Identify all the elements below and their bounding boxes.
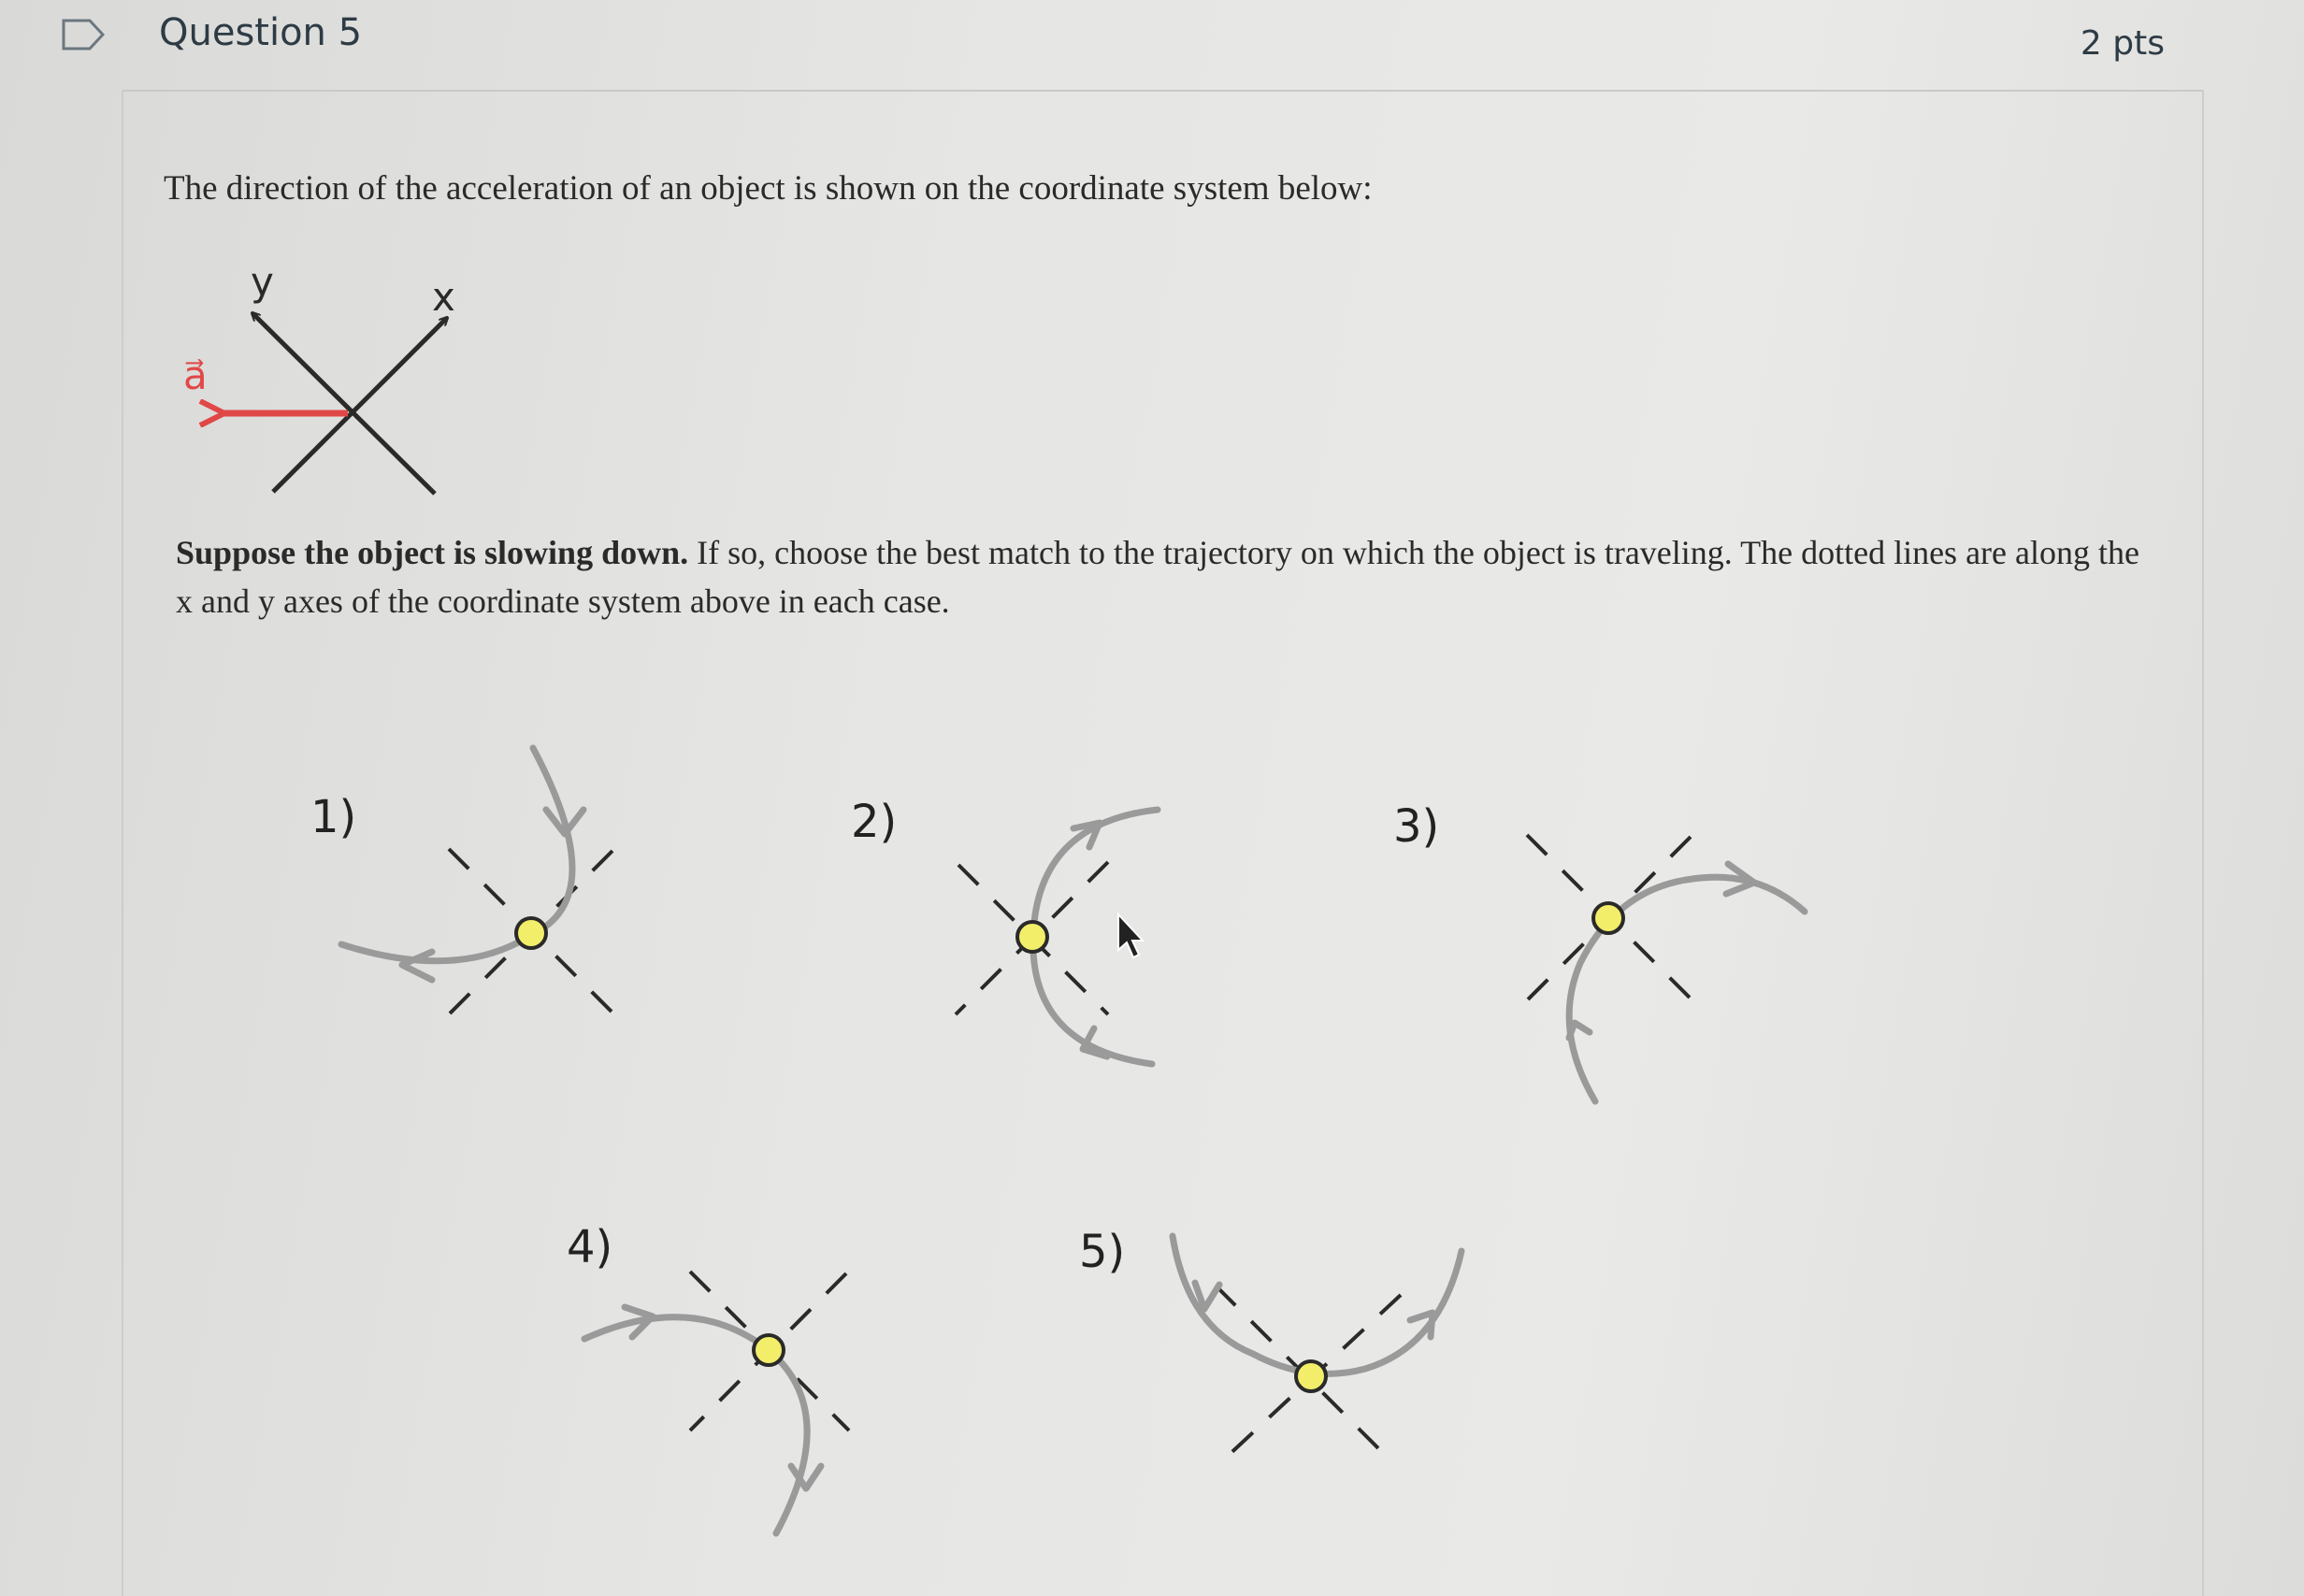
y-axis-label: y <box>251 259 274 305</box>
option-4-diagram[interactable] <box>584 1272 849 1533</box>
emphasis-text: Suppose the object is slowing down. <box>176 534 689 571</box>
option-5-trajectory <box>1173 1236 1462 1373</box>
question-intro-text: The direction of the acceleration of an object is shown on the coordinate system below: <box>164 169 1373 208</box>
option-1-label[interactable]: 1) <box>310 791 357 843</box>
option-4-object-dot <box>754 1335 784 1365</box>
option-5-object-dot <box>1296 1361 1326 1391</box>
option-2-diagram[interactable] <box>956 810 1158 1064</box>
option-2-label[interactable]: 2) <box>851 796 898 848</box>
question-title: Question 5 <box>159 11 363 54</box>
acceleration-label: a⃗ <box>183 352 208 398</box>
option-3-diagram[interactable] <box>1522 835 1805 1101</box>
question-points: 2 pts <box>2080 24 2165 63</box>
option-5-label[interactable]: 5) <box>1079 1226 1126 1278</box>
x-axis <box>273 318 447 492</box>
instruction-text: If so, choose the best match to the trajectory on which the object is traveling. The dotted lines are along the x and y axes of the coordinate system above in each case. <box>176 534 2139 620</box>
option-4-label[interactable]: 4) <box>567 1221 613 1273</box>
option-1-diagram[interactable] <box>341 748 612 1014</box>
option-2-object-dot <box>1017 922 1047 952</box>
option-3-object-dot <box>1593 903 1623 933</box>
option-5-diagram[interactable] <box>1173 1236 1462 1463</box>
mouse-cursor-icon <box>1118 914 1143 957</box>
coordinate-system-figure <box>183 259 455 494</box>
option-1-object-dot <box>516 918 546 948</box>
y-axis <box>252 313 435 494</box>
x-axis-label: x <box>432 274 455 320</box>
option-3-label[interactable]: 3) <box>1393 800 1440 853</box>
